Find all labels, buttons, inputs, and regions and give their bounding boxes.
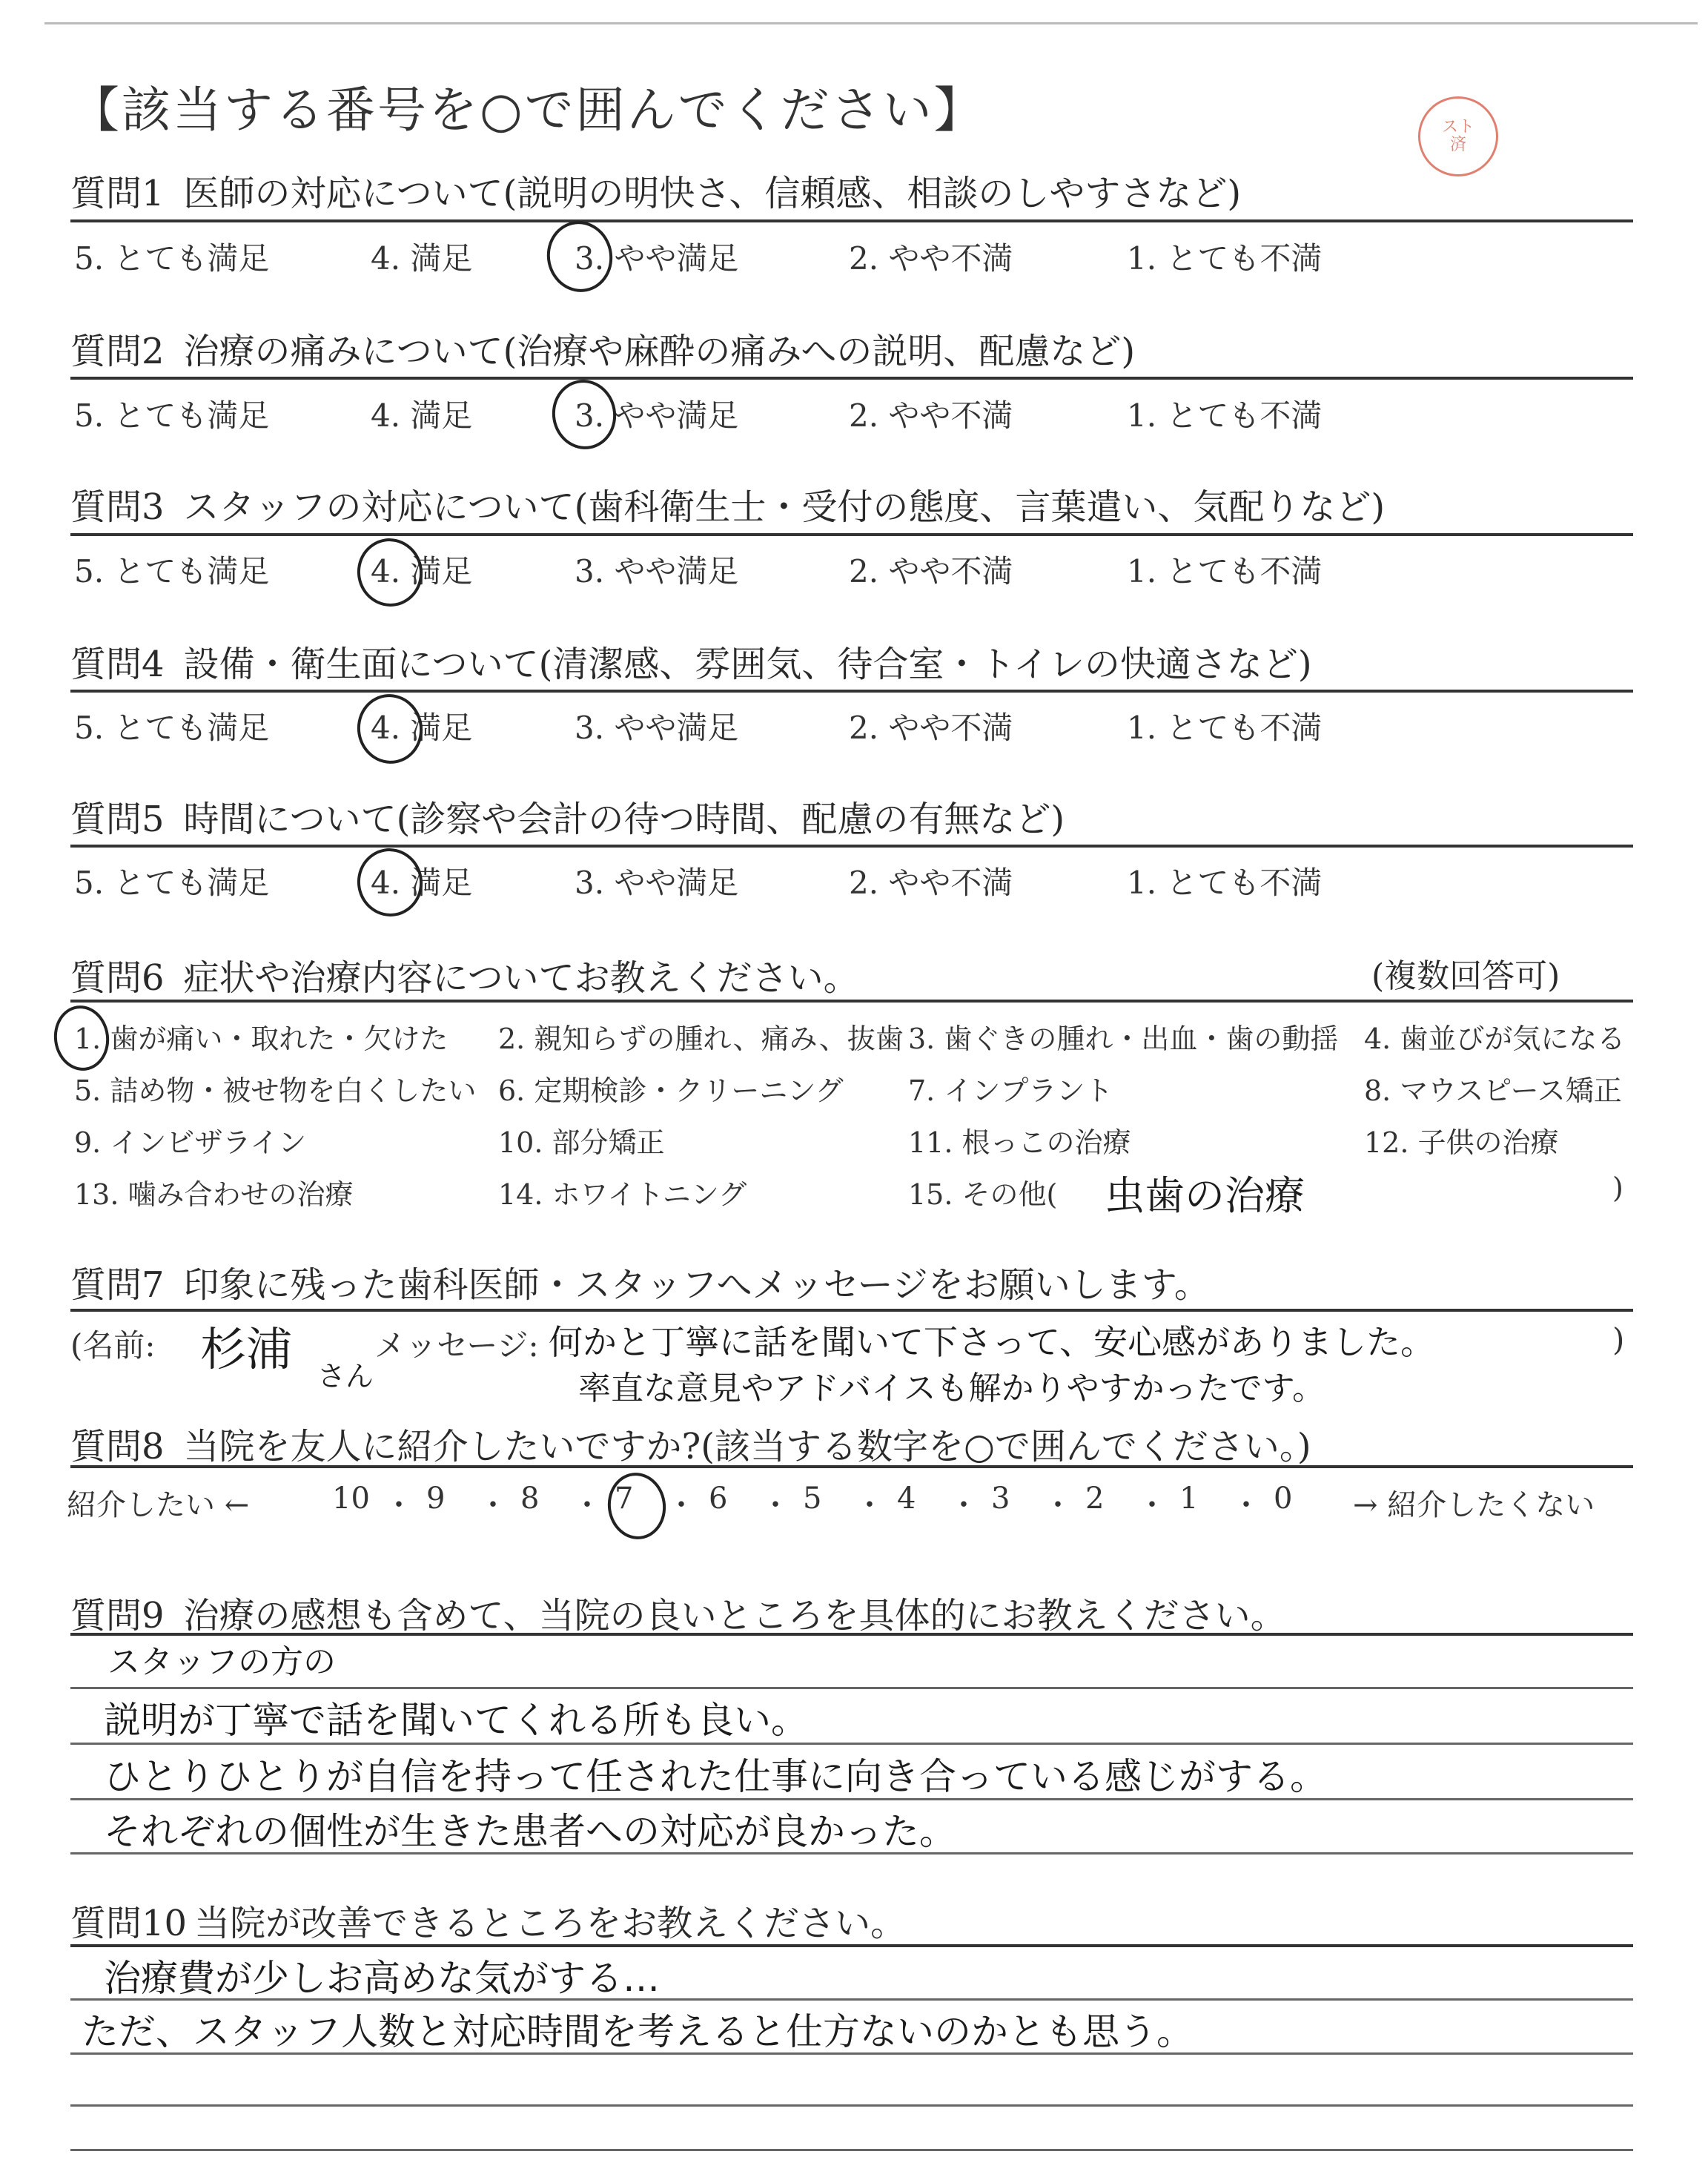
q8-scale-4[interactable]: 4 — [897, 1482, 916, 1516]
q3-selection-circle — [352, 533, 428, 612]
q1-selection-circle — [540, 215, 619, 298]
q1-option-4[interactable]: 4. 満足 — [371, 240, 473, 277]
question-8-text: 当院を友人に紹介したいですか?(該当する数字を○で囲んでください。) — [183, 1426, 1311, 1467]
q8-scale-separator: ・ — [1043, 1488, 1073, 1522]
q6-item-7[interactable]: 7. インプラント — [908, 1074, 1113, 1107]
question-9 — [70, 1587, 1286, 1638]
q8-scale-10[interactable]: 10 — [332, 1482, 370, 1516]
q3-option-3[interactable]: 3. やや満足 — [575, 553, 739, 589]
q6-item-14[interactable]: 14. ホワイトニング — [498, 1178, 747, 1211]
q8-scale-separator: ・ — [666, 1488, 696, 1522]
q8-scale-2[interactable]: 2 — [1085, 1482, 1105, 1516]
q3-option-2[interactable]: 2. やや不満 — [849, 553, 1013, 589]
q7-message-label: メッセージ: — [374, 1327, 539, 1364]
question-7 — [70, 1256, 1210, 1307]
q6-other-handwritten: 虫歯の治療 — [1105, 1172, 1305, 1219]
q6-item-3[interactable]: 3. 歯ぐきの腫れ・出血・歯の動揺 — [908, 1023, 1339, 1055]
question-6-label: 質問6 — [70, 957, 165, 999]
question-7-label: 質問7 — [70, 1264, 165, 1306]
q5-selection-circle — [352, 843, 428, 922]
q1-option-2[interactable]: 2. やや不満 — [849, 240, 1013, 277]
q7-name-suffix: さん — [317, 1360, 374, 1393]
q8-scale-5[interactable]: 5 — [803, 1482, 822, 1516]
q9-answer-line-2: 説明が丁寧で話を聞いてくれる所も良い。 — [104, 1699, 808, 1742]
q8-scale-separator: ・ — [384, 1488, 414, 1522]
q8-scale-3[interactable]: 3 — [991, 1482, 1010, 1516]
q2-option-4[interactable]: 4. 満足 — [371, 397, 473, 434]
q2-selection-circle — [546, 374, 621, 455]
q3-option-1[interactable]: 1. とても不満 — [1127, 553, 1323, 589]
question-4-rule — [70, 690, 1633, 693]
q6-other-close-paren: ) — [1612, 1172, 1623, 1204]
question-4-text: 設備・衛生面について(清潔感、雰囲気、待合室・トイレの快適さなど) — [183, 644, 1312, 685]
q8-selection-circle — [603, 1469, 670, 1543]
question-5-rule — [70, 845, 1633, 848]
q6-item-11[interactable]: 11. 根っこの治療 — [908, 1126, 1131, 1159]
q1-option-3[interactable]: 3. やや満足 — [575, 240, 739, 277]
q4-selection-circle — [352, 689, 428, 769]
q10-line-rule-4 — [70, 2149, 1633, 2151]
q6-item-2[interactable]: 2. 親知らずの腫れ、痛み、抜歯 — [498, 1023, 904, 1055]
q8-scale-separator: ・ — [478, 1488, 508, 1522]
question-10-label: 質問10 — [70, 1903, 188, 1944]
q8-scale-9[interactable]: 9 — [426, 1482, 446, 1516]
question-4 — [70, 635, 1312, 687]
q5-option-2[interactable]: 2. やや不満 — [849, 865, 1013, 901]
question-8 — [70, 1418, 1311, 1469]
q1-option-5[interactable]: 5. とても満足 — [74, 240, 270, 277]
stamp-text: スト 済 — [1441, 118, 1474, 154]
q4-option-3[interactable]: 3. やや満足 — [575, 710, 739, 746]
question-3-label: 質問3 — [70, 486, 165, 528]
top-border — [44, 22, 1698, 24]
q4-option-1[interactable]: 1. とても不満 — [1127, 710, 1323, 746]
q5-option-3[interactable]: 3. やや満足 — [575, 865, 739, 901]
q5-option-1[interactable]: 1. とても不満 — [1127, 865, 1323, 901]
q5-option-5[interactable]: 5. とても満足 — [74, 865, 270, 901]
question-8-rule — [70, 1465, 1633, 1468]
q6-item-10[interactable]: 10. 部分矯正 — [498, 1126, 665, 1159]
q5-option-4[interactable]: 4. 満足 — [371, 865, 473, 901]
q4-option-5[interactable]: 5. とても満足 — [74, 710, 270, 746]
question-2-label: 質問2 — [70, 331, 165, 372]
q8-scale-7[interactable]: 7 — [615, 1482, 634, 1516]
question-6-note: (複数回答可) — [1371, 957, 1560, 995]
question-5 — [70, 790, 1065, 842]
q6-item-15[interactable]: 15. その他( — [908, 1178, 1058, 1211]
q2-option-5[interactable]: 5. とても満足 — [74, 397, 270, 434]
q8-scale-1[interactable]: 1 — [1179, 1482, 1199, 1516]
question-2-rule — [70, 377, 1633, 380]
question-4-label: 質問4 — [70, 644, 165, 685]
q6-item-9[interactable]: 9. インビザライン — [74, 1126, 307, 1159]
q9-answer-line-3: ひとりひとりが自信を持って任された仕事に向き合っている感じがする。 — [104, 1755, 1327, 1798]
q10-line-rule-3 — [70, 2104, 1633, 2107]
q2-option-1[interactable]: 1. とても不満 — [1127, 397, 1323, 434]
q8-scale-separator: ・ — [855, 1488, 884, 1522]
q9-answer-line-4: それぞれの個性が生きた患者への対応が良かった。 — [104, 1810, 956, 1853]
q8-scale-separator: ・ — [572, 1488, 602, 1522]
q8-scale-separator: ・ — [1231, 1488, 1261, 1522]
q6-item-6[interactable]: 6. 定期検診・クリーニング — [498, 1074, 844, 1107]
q3-option-4[interactable]: 4. 満足 — [371, 553, 473, 589]
q6-item-8[interactable]: 8. マウスピース矯正 — [1364, 1074, 1622, 1107]
question-2 — [70, 323, 1135, 374]
question-10-rule — [70, 1944, 1633, 1947]
q7-close-paren: ) — [1612, 1321, 1625, 1358]
q10-answer-line-1: 治療費が少しお高めな気がする… — [104, 1957, 660, 2000]
question-3 — [70, 478, 1385, 529]
question-7-text: 印象に残った歯科医師・スタッフへメッセージをお願いします。 — [183, 1264, 1210, 1306]
q9-line-rule-1 — [70, 1687, 1633, 1689]
q8-scale-separator: ・ — [1137, 1488, 1167, 1522]
q2-option-3[interactable]: 3. やや満足 — [575, 397, 739, 434]
q8-right-label: → 紹介したくない — [1353, 1488, 1595, 1522]
q8-scale-8[interactable]: 8 — [520, 1482, 540, 1516]
q7-message-line-2: 率直な意見やアドバイスも解かりやすかったです。 — [578, 1370, 1325, 1407]
q6-selection-circle — [50, 1002, 113, 1074]
question-6-text: 症状や治療内容についてお教えください。 — [183, 957, 859, 999]
q7-message-line-1: 何かと丁寧に話を聞いて下さって、安心感がありました。 — [549, 1322, 1435, 1362]
question-3-text: スタッフの対応について(歯科衛生士・受付の態度、言葉遣い、気配りなど) — [183, 486, 1386, 528]
question-3-rule — [70, 533, 1633, 536]
q9-answer-line-1: スタッフの方の — [107, 1643, 336, 1681]
question-1-label: 質問1 — [70, 173, 165, 214]
q2-option-2[interactable]: 2. やや不満 — [849, 397, 1013, 434]
question-1 — [70, 165, 1241, 216]
q4-option-2[interactable]: 2. やや不満 — [849, 710, 1013, 746]
q6-item-13[interactable]: 13. 噛み合わせの治療 — [74, 1178, 354, 1211]
q8-scale-6[interactable]: 6 — [709, 1482, 728, 1516]
question-9-text: 治療の感想も含めて、当院の良いところを具体的にお教えください。 — [183, 1595, 1286, 1636]
question-6 — [70, 949, 859, 1000]
question-9-label: 質問9 — [70, 1595, 165, 1636]
q6-item-1[interactable]: 1. 歯が痛い・取れた・欠けた — [74, 1023, 448, 1055]
question-7-rule — [70, 1309, 1633, 1312]
q7-name-value: 杉浦 — [200, 1322, 293, 1376]
q10-answer-line-2: ただ、スタッフ人数と対応時間を考えると仕方ないのかとも思う。 — [82, 2010, 1194, 2053]
page-title: 【該当する番号を○で囲んでください】 — [70, 82, 985, 139]
q8-left-label: 紹介したい ← — [67, 1488, 250, 1522]
q4-option-4[interactable]: 4. 満足 — [371, 710, 473, 746]
q6-item-5[interactable]: 5. 詰め物・被せ物を白くしたい — [74, 1074, 477, 1107]
q8-scale-0[interactable]: 0 — [1274, 1482, 1293, 1516]
q1-option-1[interactable]: 1. とても不満 — [1127, 240, 1323, 277]
q8-scale-separator: ・ — [761, 1488, 790, 1522]
q7-name-label: (名前: — [70, 1327, 156, 1364]
q6-item-12[interactable]: 12. 子供の治療 — [1364, 1126, 1559, 1159]
q6-item-4[interactable]: 4. 歯並びが気になる — [1364, 1023, 1626, 1055]
question-1-rule — [70, 219, 1633, 222]
question-10 — [70, 1895, 906, 1946]
question-10-text: 当院が改善できるところをお教えください。 — [194, 1903, 907, 1944]
question-6-rule — [70, 1000, 1633, 1003]
question-1-text: 医師の対応について(説明の明快さ、信頼感、相談のしやすさなど) — [183, 173, 1242, 214]
question-2-text: 治療の痛みについて(治療や麻酔の痛みへの説明、配慮など) — [183, 331, 1136, 372]
question-5-label: 質問5 — [70, 799, 165, 840]
q8-scale-separator: ・ — [949, 1488, 979, 1522]
q3-option-5[interactable]: 5. とても満足 — [74, 553, 270, 589]
question-8-label: 質問8 — [70, 1426, 165, 1467]
question-5-text: 時間について(診察や会計の待つ時間、配慮の有無など) — [183, 799, 1065, 840]
received-stamp — [1418, 96, 1498, 176]
